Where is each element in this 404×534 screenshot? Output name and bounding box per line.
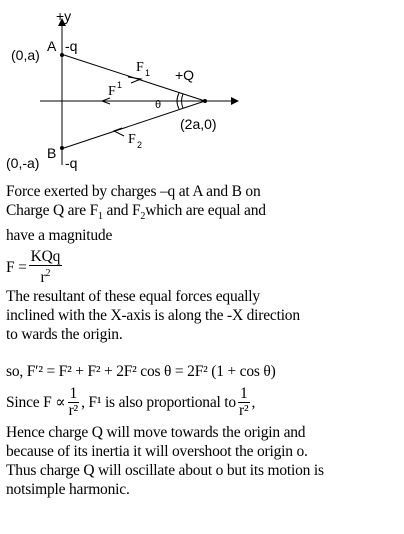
point-a-name: A: [47, 38, 57, 54]
force-formula: [6, 247, 404, 287]
point-q: [203, 99, 207, 103]
text-segment: ,: [251, 393, 256, 411]
paragraph-3-line-3: Thus charge Q will oscillate about o but its motion is: [6, 462, 324, 480]
explanation-text: [6, 182, 404, 499]
fraction-2: [238, 386, 250, 419]
resultant-sup: 1: [117, 80, 123, 90]
angle-label: θ: [155, 99, 162, 111]
paragraph-1-line-2: [6, 201, 404, 226]
paragraph-2-line-2: inclined with the X-axis is along the -X direction: [6, 307, 300, 325]
fraction-numerator: 1: [69, 384, 78, 402]
point-a: [60, 53, 64, 57]
point-b-coord: (0,-a): [6, 155, 40, 171]
point-b-name: B: [47, 145, 57, 161]
point-a-coord: (0,a): [11, 47, 40, 63]
paragraph-3-line-1: Hence charge Q will move towards the origin and: [6, 424, 306, 442]
paragraph-2-line-1: The resultant of these equal forces equally: [6, 288, 260, 306]
paragraph-3-line-2: because of its inertia it will overshoot the origin o.: [6, 443, 308, 461]
proportionality-line: [6, 381, 404, 423]
fraction-1: [68, 386, 80, 419]
charge-diagram: [0, 0, 404, 180]
force1-sub: 1: [145, 68, 151, 78]
formula-lhs: F =: [6, 258, 27, 276]
denominator-exponent: 2: [45, 267, 51, 279]
paragraph-1-line-3: have a magnitude: [6, 227, 113, 245]
fraction-denominator: r²: [239, 401, 249, 419]
subscript: 1: [98, 211, 103, 223]
text-segment: which are equal and: [145, 202, 266, 219]
arrow-f2: [114, 128, 124, 136]
fraction-denominator: [29, 266, 63, 286]
text-segment: , F¹ is also proportional to: [81, 393, 236, 411]
resultant-label: F: [108, 84, 116, 99]
point-b-charge: -q: [65, 155, 78, 171]
text-segment: Charge Q are F: [6, 202, 99, 219]
axis-label: +y: [56, 8, 72, 24]
paragraph-3-line-4: notsimple harmonic.: [6, 481, 130, 499]
formula-fraction: [29, 249, 63, 286]
equation-resultant: so, F′² = F² + F² + 2F² cos θ = 2F² (1 + cos θ): [6, 363, 276, 381]
point-q-coord: (2a,0): [180, 116, 217, 132]
fraction-numerator: 1: [239, 384, 248, 402]
point-q-charge: +Q: [175, 67, 195, 83]
point-b: [60, 146, 64, 150]
text-segment: and F: [102, 202, 141, 219]
fraction-numerator: KQq: [30, 247, 61, 265]
subscript: 2: [140, 211, 146, 223]
paragraph-1-line-1: Force exerted by charges –q at A and B on: [6, 183, 261, 200]
denominator-base: r: [40, 268, 46, 286]
point-a-charge: -q: [65, 38, 78, 54]
fraction-denominator: r²: [68, 401, 78, 419]
force2-label: F: [128, 132, 136, 147]
spacer: [6, 344, 404, 362]
paragraph-2-line-3: to wards the origin.: [6, 326, 123, 344]
force1-label: F: [136, 60, 144, 75]
force2-sub: 2: [137, 140, 143, 150]
arrow-f1: [128, 77, 141, 83]
text-segment: Since F ∝: [6, 393, 66, 411]
